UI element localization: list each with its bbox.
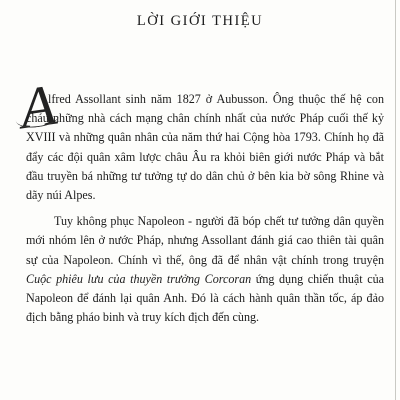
body-text (26, 90, 384, 327)
book-title-italic: Cuộc phiêu lưu của thuyền trưởng Corcoran (26, 271, 252, 286)
page-edge-line (395, 0, 396, 400)
paragraph-2-text-a: Tuy không phục Napoleon - người đã bóp chết tư tưởng dân quyền mới nhóm lên ở nước Pháp, nhưng Assollant đánh giá cao thiên tài quân sự của Napoleon. Chính vì thế, ông đã để nhân vật chính trong truyện (26, 214, 384, 267)
drop-cap-letter: A (15, 71, 60, 142)
paragraph-2-text-b: ứng dụng chiến thuật của Napoleon để đánh lại quân Anh. Đó là cách hành quân thần tốc, áp đảo địch bằng pháo binh và truy kích địch đến cùng. (26, 271, 384, 325)
paragraph-1-text: lfred Assollant sinh năm 1827 ở Aubusson. Ông thuộc thế hệ con cháu những nhà cách mạng chân chính nhất của nước Pháp cuối thế kỷ XVIII và những quân nhân của năm thứ hai Cộng hòa 1793. Chính họ đã đẩy các đội quân xâm lược châu Âu ra khỏi biên giới nước Pháp và bắt đầu truyền bá những tư tưởng tự do dân chủ ở bên kia bờ sông Rhine và dãy núi Alpes. (26, 92, 384, 203)
paragraph-1 (26, 90, 384, 205)
paragraph-2 (26, 212, 384, 327)
page-title: LỜI GIỚI THIỆU (136, 13, 264, 29)
